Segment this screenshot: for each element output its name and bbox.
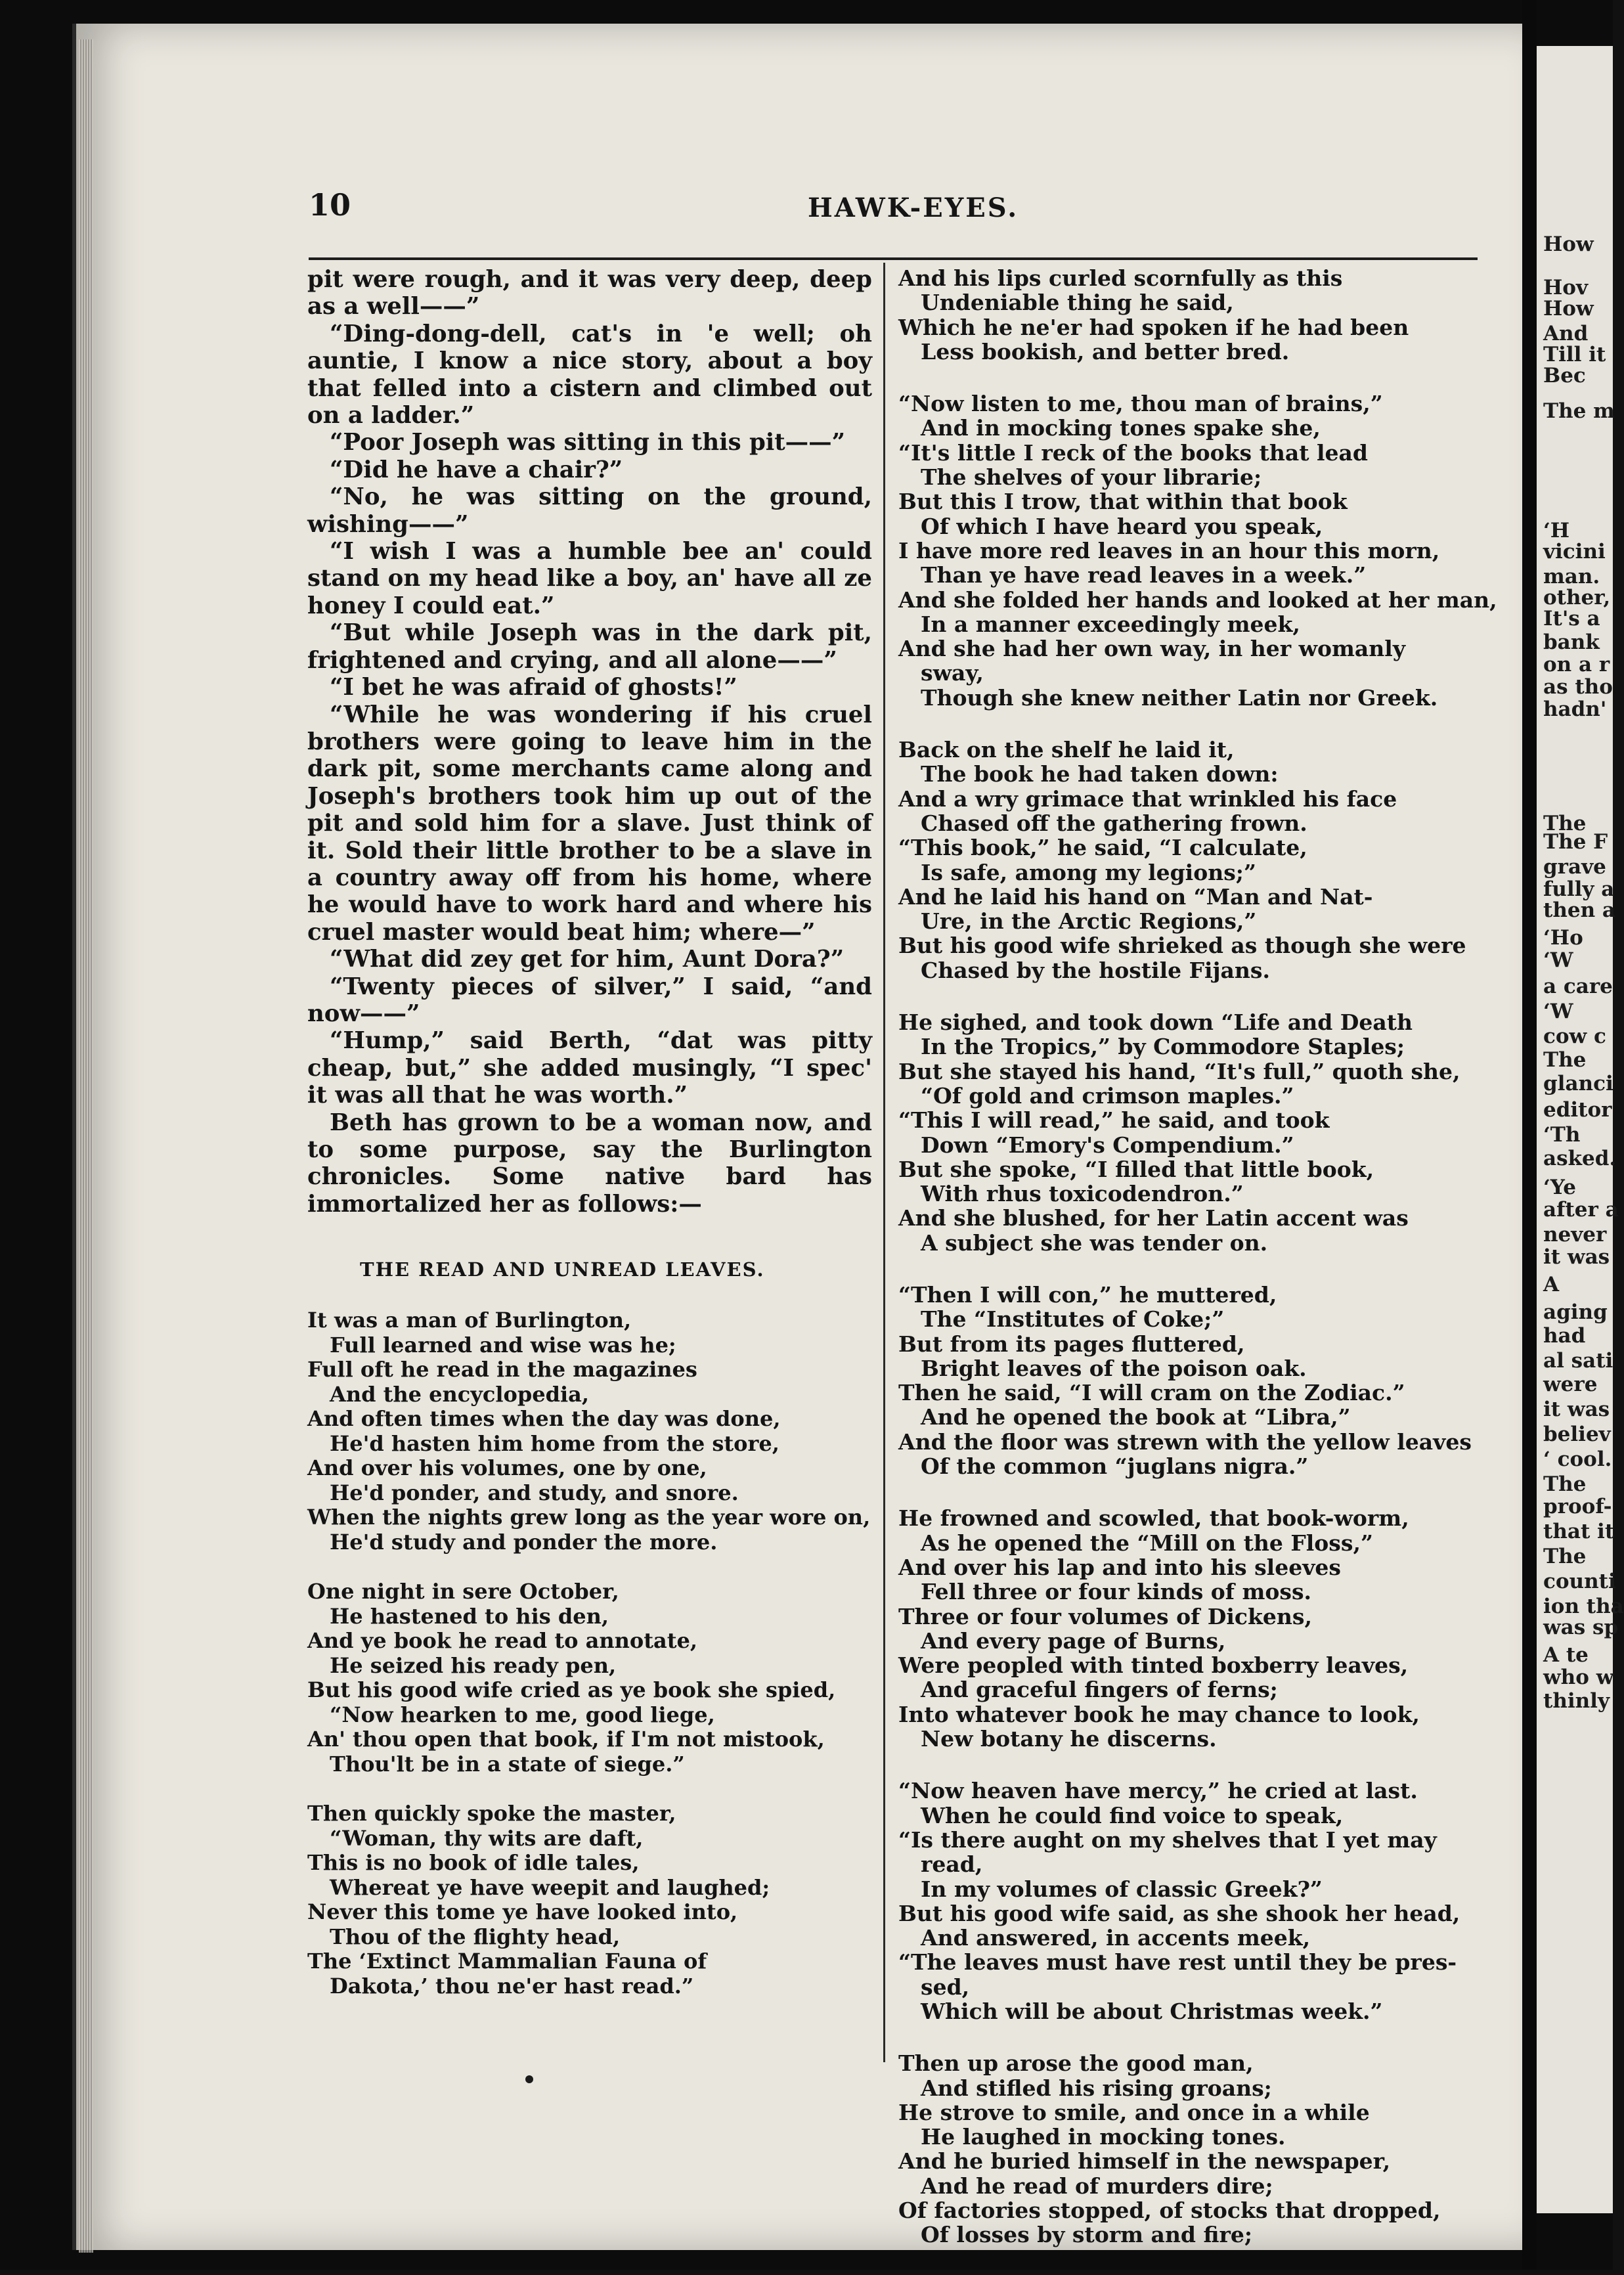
stanza bbox=[898, 391, 1497, 711]
verse-line: Which will be about Christmas week.” bbox=[921, 1999, 1383, 2024]
verse-line: One night in sere October, bbox=[307, 1579, 619, 1604]
adjacent-page-line: The bbox=[1543, 1472, 1587, 1496]
verse-line: And his lips curled scornfully as this bbox=[898, 265, 1343, 291]
adjacent-page-line: asked. bbox=[1543, 1147, 1617, 1170]
verse-line: Bright leaves of the poison oak. bbox=[921, 1355, 1307, 1381]
verse-line: New botany he discerns. bbox=[921, 1726, 1217, 1752]
adjacent-page-line: ‘W bbox=[1543, 1000, 1573, 1023]
verse-line: “The leaves must have rest until they be pres- bbox=[898, 1949, 1457, 1976]
verse-line: With rhus toxicodendron.” bbox=[921, 1181, 1244, 1207]
adjacent-page-line: A bbox=[1543, 1273, 1560, 1296]
adjacent-page-line: bank bbox=[1543, 630, 1600, 654]
adjacent-page-line: fully a bbox=[1543, 877, 1615, 901]
adjacent-page-line: it was bbox=[1543, 1245, 1610, 1269]
verse-line: He'd study and ponder the more. bbox=[330, 1529, 718, 1555]
verse-line: And the floor was strewn with the yellow leaves bbox=[898, 1428, 1472, 1455]
adjacent-page-line: believ bbox=[1543, 1423, 1611, 1446]
verse-line: An' thou open that book, if I'm not mistook, bbox=[307, 1727, 825, 1752]
verse-line: He strove to smile, and once in a while bbox=[898, 2099, 1370, 2125]
page-header bbox=[309, 187, 1478, 246]
verse-line: As he opened the “Mill on the Floss,” bbox=[921, 1530, 1373, 1556]
verse-line: Were peopled with tinted boxberry leaves, bbox=[898, 1652, 1409, 1679]
adjacent-page-line: The m bbox=[1543, 399, 1615, 423]
verse-line: Full learned and wise was he; bbox=[330, 1332, 676, 1358]
verse-line: And he read of murders dire; bbox=[921, 2173, 1273, 2199]
prose-paragraph: “But while Joseph was in the dark pit, frightened and crying, and all alone——” bbox=[307, 619, 872, 674]
verse-line: And every page of Burns, bbox=[921, 1627, 1226, 1654]
verse-line: sway, bbox=[921, 660, 984, 686]
verse-line: And he opened the book at “Libra,” bbox=[921, 1404, 1351, 1430]
adjacent-page-line: ‘ cool. bbox=[1543, 1447, 1612, 1471]
adjacent-page-line: ‘Th bbox=[1543, 1123, 1581, 1147]
verse-line: The “Institutes of Coke;” bbox=[921, 1306, 1225, 1333]
stanza bbox=[307, 1579, 872, 1777]
verse-line: “Is there aught on my shelves that I yet may bbox=[898, 1826, 1437, 1853]
verse-line: Back on the shelf he laid it, bbox=[898, 737, 1235, 763]
verse-line: The ‘Extinct Mammalian Fauna of bbox=[307, 1949, 707, 1974]
verse-line: read, bbox=[921, 1851, 983, 1878]
adjacent-page-line: who w bbox=[1543, 1666, 1614, 1689]
adjacent-page-line: Till it bbox=[1543, 343, 1606, 366]
verse-line: He laughed in mocking tones. bbox=[921, 2124, 1286, 2150]
verse-line: The shelves of your librarie; bbox=[921, 464, 1262, 491]
stanza bbox=[898, 1010, 1483, 1255]
verse-line: And she had her own way, in her womanly bbox=[898, 636, 1406, 662]
verse-line: He hastened to his den, bbox=[330, 1603, 609, 1629]
adjacent-page-line: A te bbox=[1543, 1643, 1589, 1667]
adjacent-page-line: vicini bbox=[1543, 540, 1606, 563]
prose-paragraph: “I bet he was afraid of ghosts!” bbox=[330, 674, 737, 701]
stanza bbox=[898, 1506, 1483, 1751]
poem-stanzas bbox=[307, 1308, 872, 1999]
adjacent-page-line: had bbox=[1543, 1324, 1586, 1348]
verse-line: Then quickly spoke the master, bbox=[307, 1801, 676, 1826]
verse-line: A subject she was tender on. bbox=[921, 1229, 1268, 1256]
verse-line: “Then I will con,” he muttered, bbox=[898, 1281, 1277, 1308]
stanza bbox=[307, 1308, 872, 1555]
verse-line: In my volumes of classic Greek?” bbox=[921, 1876, 1323, 1902]
verse-line: But she spoke, “I filled that little book, bbox=[898, 1156, 1374, 1182]
verse-line: Chased by the hostile Fijans. bbox=[921, 957, 1270, 983]
verse-line: And answered, in accents meek, bbox=[921, 1925, 1311, 1951]
adjacent-page-line: that it bbox=[1543, 1520, 1615, 1543]
verse-line: Fell three or four kinds of moss. bbox=[921, 1579, 1312, 1605]
verse-line: Of the common “juglans nigra.” bbox=[921, 1453, 1309, 1480]
verse-line: Than ye have read leaves in a week.” bbox=[921, 562, 1367, 588]
adjacent-page-line: Hov bbox=[1543, 276, 1588, 299]
verse-line: And she folded her hands and looked at her man, bbox=[898, 586, 1497, 613]
adjacent-page-line: as tho bbox=[1543, 675, 1613, 699]
adjacent-page-line: editor bbox=[1543, 1098, 1612, 1122]
verse-line: And she blushed, for her Latin accent was bbox=[898, 1205, 1409, 1231]
prose-paragraph: “Twenty pieces of silver,” I said, “and now——” bbox=[307, 973, 872, 1027]
verse-line: Dakota,’ thou ne'er hast read.” bbox=[330, 1973, 694, 1999]
prose-paragraph: “Ding-dong-dell, cat's in 'e well; oh auntie, I know a nice story, about a boy that felled into a cistern and climbed out on a ladder.” bbox=[307, 320, 872, 430]
verse-line: Of factories stopped, of stocks that dropped, bbox=[898, 2198, 1441, 2224]
verse-line: Is safe, among my legions;” bbox=[921, 859, 1256, 885]
poem-title: THE READ AND UNREAD LEAVES. bbox=[360, 1258, 765, 1281]
verse-line: “Now heaven have mercy,” he cried at last. bbox=[898, 1778, 1418, 1804]
verse-line: Less bookish, and better bred. bbox=[921, 338, 1290, 364]
verse-line: But his good wife shrieked as though she were bbox=[898, 933, 1466, 959]
adjacent-page-line: ‘H bbox=[1543, 519, 1570, 542]
verse-line: Down “Emory's Compendium.” bbox=[921, 1132, 1294, 1158]
verse-line: It was a man of Burlington, bbox=[307, 1308, 632, 1333]
adjacent-page-line: The bbox=[1543, 812, 1587, 835]
verse-line: “Now hearken to me, good liege, bbox=[330, 1702, 715, 1727]
verse-line: And he buried himself in the newspaper, bbox=[898, 2148, 1391, 2175]
verse-line: And often times when the day was done, bbox=[307, 1406, 781, 1432]
verse-line: “Woman, thy wits are daft, bbox=[330, 1825, 644, 1851]
verse-line: And ye book he read to annotate, bbox=[307, 1628, 697, 1654]
adjacent-page-line: ‘W bbox=[1543, 948, 1573, 972]
adjacent-page-line: proof- bbox=[1543, 1495, 1612, 1518]
adjacent-page-line: cow c bbox=[1543, 1025, 1606, 1048]
adjacent-page-line: aging bbox=[1543, 1300, 1608, 1324]
verse-line: And the encyclopedia, bbox=[330, 1381, 589, 1407]
adjacent-page-line: thinly bbox=[1543, 1689, 1610, 1713]
verse-line: But his good wife said, as she shook her head, bbox=[898, 1900, 1460, 1926]
stanza bbox=[898, 1778, 1483, 2023]
adjacent-page-line: it was bbox=[1543, 1398, 1610, 1421]
verse-line: Of losses by storm and fire; bbox=[921, 2222, 1253, 2248]
printer-ornament-dot bbox=[525, 2075, 533, 2083]
verse-line: Whereat ye have weepit and laughed; bbox=[330, 1874, 770, 1900]
verse-line: Thou'lt be in a state of siege.” bbox=[330, 1751, 685, 1777]
verse-line: He seized his ready pen, bbox=[330, 1652, 617, 1678]
verse-line: In the Tropics,” by Commodore Staples; bbox=[921, 1034, 1405, 1060]
verse-line: But from its pages fluttered, bbox=[898, 1331, 1245, 1357]
verse-line: “Of gold and crimson maples.” bbox=[921, 1082, 1294, 1109]
column-divider bbox=[883, 263, 885, 2062]
verse-line: Though she knew neither Latin nor Greek. bbox=[921, 684, 1438, 711]
prose-paragraph: Beth has grown to be a woman now, and to some purpose, say the Burlington chronicles. Some native bard has immortalized her as follows:— bbox=[307, 1109, 872, 1218]
verse-line: And stifled his rising groans; bbox=[921, 2075, 1272, 2101]
verse-line: Three or four volumes of Dickens, bbox=[898, 1603, 1312, 1629]
verse-line: “This book,” he said, “I calculate, bbox=[898, 835, 1307, 861]
adjacent-page-line: were bbox=[1543, 1373, 1598, 1396]
page-number: 10 bbox=[309, 187, 351, 223]
verse-line: I have more red leaves in an hour this morn, bbox=[898, 537, 1440, 563]
verse-line: Undeniable thing he said, bbox=[921, 290, 1234, 316]
verse-line: Chased off the gathering frown. bbox=[921, 810, 1307, 836]
right-column bbox=[898, 265, 1497, 2275]
verse-line: He'd hasten him home from the store, bbox=[330, 1430, 779, 1456]
prose-paragraph: “While he was wondering if his cruel brothers were going to leave him in the dark pit, some merchants came along and Joseph's brothers took him up out of the pit and sold him for a slave. Just think of it. Sold their little brother to be a slave in a country away off from his home, where he would have to work hard and where his cruel master would beat him; where—” bbox=[307, 701, 872, 946]
adjacent-page-line: Bec bbox=[1543, 364, 1586, 387]
verse-line: But this I trow, that within that book bbox=[898, 489, 1348, 515]
adjacent-page-line: never bbox=[1543, 1223, 1607, 1247]
adjacent-page-line: after a bbox=[1543, 1198, 1619, 1222]
verse-line: In a manner exceedingly meek, bbox=[921, 611, 1300, 637]
verse-line: Which he ne'er had spoken if he had been bbox=[898, 314, 1409, 340]
prose-paragraph: pit were rough, and it was very deep, deep as a well——” bbox=[307, 266, 872, 320]
verse-line: And a wry grimace that wrinkled his face bbox=[898, 785, 1397, 812]
verse-line: The book he had taken down: bbox=[921, 761, 1279, 787]
verse-line: Then he said, “I will cram on the Zodiac.” bbox=[898, 1380, 1405, 1406]
verse-line: Into whatever book he may chance to look, bbox=[898, 1701, 1420, 1727]
prose-paragraph: “Poor Joseph was sitting in this pit——” bbox=[330, 429, 846, 456]
page-edge-stack bbox=[79, 39, 93, 2253]
adjacent-page-line: other, bbox=[1543, 586, 1611, 609]
verse-line: “It's little I reck of the books that lead bbox=[898, 439, 1368, 466]
adjacent-page-line: And bbox=[1543, 322, 1589, 345]
adjacent-page-line: How bbox=[1543, 297, 1594, 320]
verse-line: He sighed, and took down “Life and Death bbox=[898, 1009, 1413, 1036]
verse-line: Ure, in the Arctic Regions,” bbox=[921, 908, 1257, 935]
adjacent-page-line: counti bbox=[1543, 1570, 1616, 1593]
adjacent-page-line: The bbox=[1543, 1545, 1587, 1568]
stanza bbox=[307, 1801, 872, 1999]
prose-block bbox=[307, 266, 872, 1218]
prose-paragraph: “Did he have a chair?” bbox=[330, 456, 623, 483]
verse-line: And over his volumes, one by one, bbox=[307, 1455, 707, 1481]
verse-line: When the nights grew long as the year wore on, bbox=[307, 1505, 871, 1530]
verse-line: “This I will read,” he said, and took bbox=[898, 1107, 1330, 1134]
verse-line: Full oft he read in the magazines bbox=[307, 1357, 697, 1382]
poem-stanzas bbox=[898, 265, 1497, 2248]
adjacent-page-line: It's a bbox=[1543, 607, 1600, 630]
verse-line: He frowned and scowled, that book-worm, bbox=[898, 1505, 1409, 1532]
verse-line: When he could find voice to speak, bbox=[921, 1802, 1344, 1828]
verse-line: This is no book of idle tales, bbox=[307, 1850, 640, 1876]
adjacent-page-line: The F bbox=[1543, 830, 1608, 854]
prose-paragraph: “Hump,” said Berth, “dat was pitty cheap, but,” she added musingly, “I spec' it was all that he was worth.” bbox=[307, 1027, 872, 1109]
adjacent-page-line: How bbox=[1543, 232, 1594, 256]
stanza bbox=[898, 738, 1483, 983]
stanza bbox=[898, 266, 1483, 364]
adjacent-page-line: was sp bbox=[1543, 1616, 1619, 1639]
adjacent-page-line: grave bbox=[1543, 855, 1606, 879]
verse-line: And over his lap and into his sleeves bbox=[898, 1554, 1341, 1580]
stanza bbox=[898, 2051, 1483, 2247]
left-column bbox=[307, 266, 872, 2023]
adjacent-page-line: ion tha bbox=[1543, 1595, 1624, 1618]
adjacent-page-line: hadn' bbox=[1543, 697, 1607, 721]
verse-line: And he laid his hand on “Man and Nat- bbox=[898, 883, 1373, 910]
running-head: HAWK-EYES. bbox=[808, 192, 1019, 223]
verse-line: Of which I have heard you speak, bbox=[921, 513, 1323, 539]
book-gutter bbox=[1522, 0, 1537, 2270]
adjacent-page-fragment bbox=[1537, 46, 1624, 2213]
adjacent-page-line: ‘Ye bbox=[1543, 1176, 1576, 1199]
verse-line: Then up arose the good man, bbox=[898, 2050, 1254, 2077]
adjacent-page-line: al sati bbox=[1543, 1349, 1613, 1373]
adjacent-page-line: then a bbox=[1543, 898, 1615, 922]
adjacent-page-line: ‘Ho bbox=[1543, 926, 1583, 950]
verse-line: But his good wife cried as ye book she spied, bbox=[307, 1677, 836, 1703]
adjacent-page-line: The bbox=[1543, 1048, 1587, 1072]
verse-line: And in mocking tones spake she, bbox=[921, 415, 1321, 441]
verse-line: “Now listen to me, thou man of brains,” bbox=[898, 391, 1383, 417]
verse-line: And graceful fingers of ferns; bbox=[921, 1677, 1278, 1703]
adjacent-page-line: glanci bbox=[1543, 1072, 1613, 1095]
verse-line: But she stayed his hand, “It's full,” quoth she, bbox=[898, 1058, 1460, 1084]
prose-paragraph: “I wish I was a humble bee an' could stand on my head like a boy, an' have all ze honey I could eat.” bbox=[307, 538, 872, 619]
verse-line: sed, bbox=[921, 1974, 970, 2000]
header-rule bbox=[309, 257, 1478, 260]
verse-line: Thou of the flighty head, bbox=[330, 1924, 621, 1949]
prose-paragraph: “No, he was sitting on the ground, wishing——” bbox=[307, 483, 872, 538]
adjacent-page-line: man. bbox=[1543, 565, 1600, 588]
adjacent-page-line: on a r bbox=[1543, 653, 1610, 676]
verse-line: He'd ponder, and study, and snore. bbox=[330, 1480, 739, 1505]
adjacent-page-line: a care bbox=[1543, 975, 1613, 998]
stanza bbox=[898, 1283, 1483, 1478]
verse-line: Never this tome ye have looked into, bbox=[307, 1899, 738, 1925]
prose-paragraph: “What did zey get for him, Aunt Dora?” bbox=[330, 946, 845, 973]
